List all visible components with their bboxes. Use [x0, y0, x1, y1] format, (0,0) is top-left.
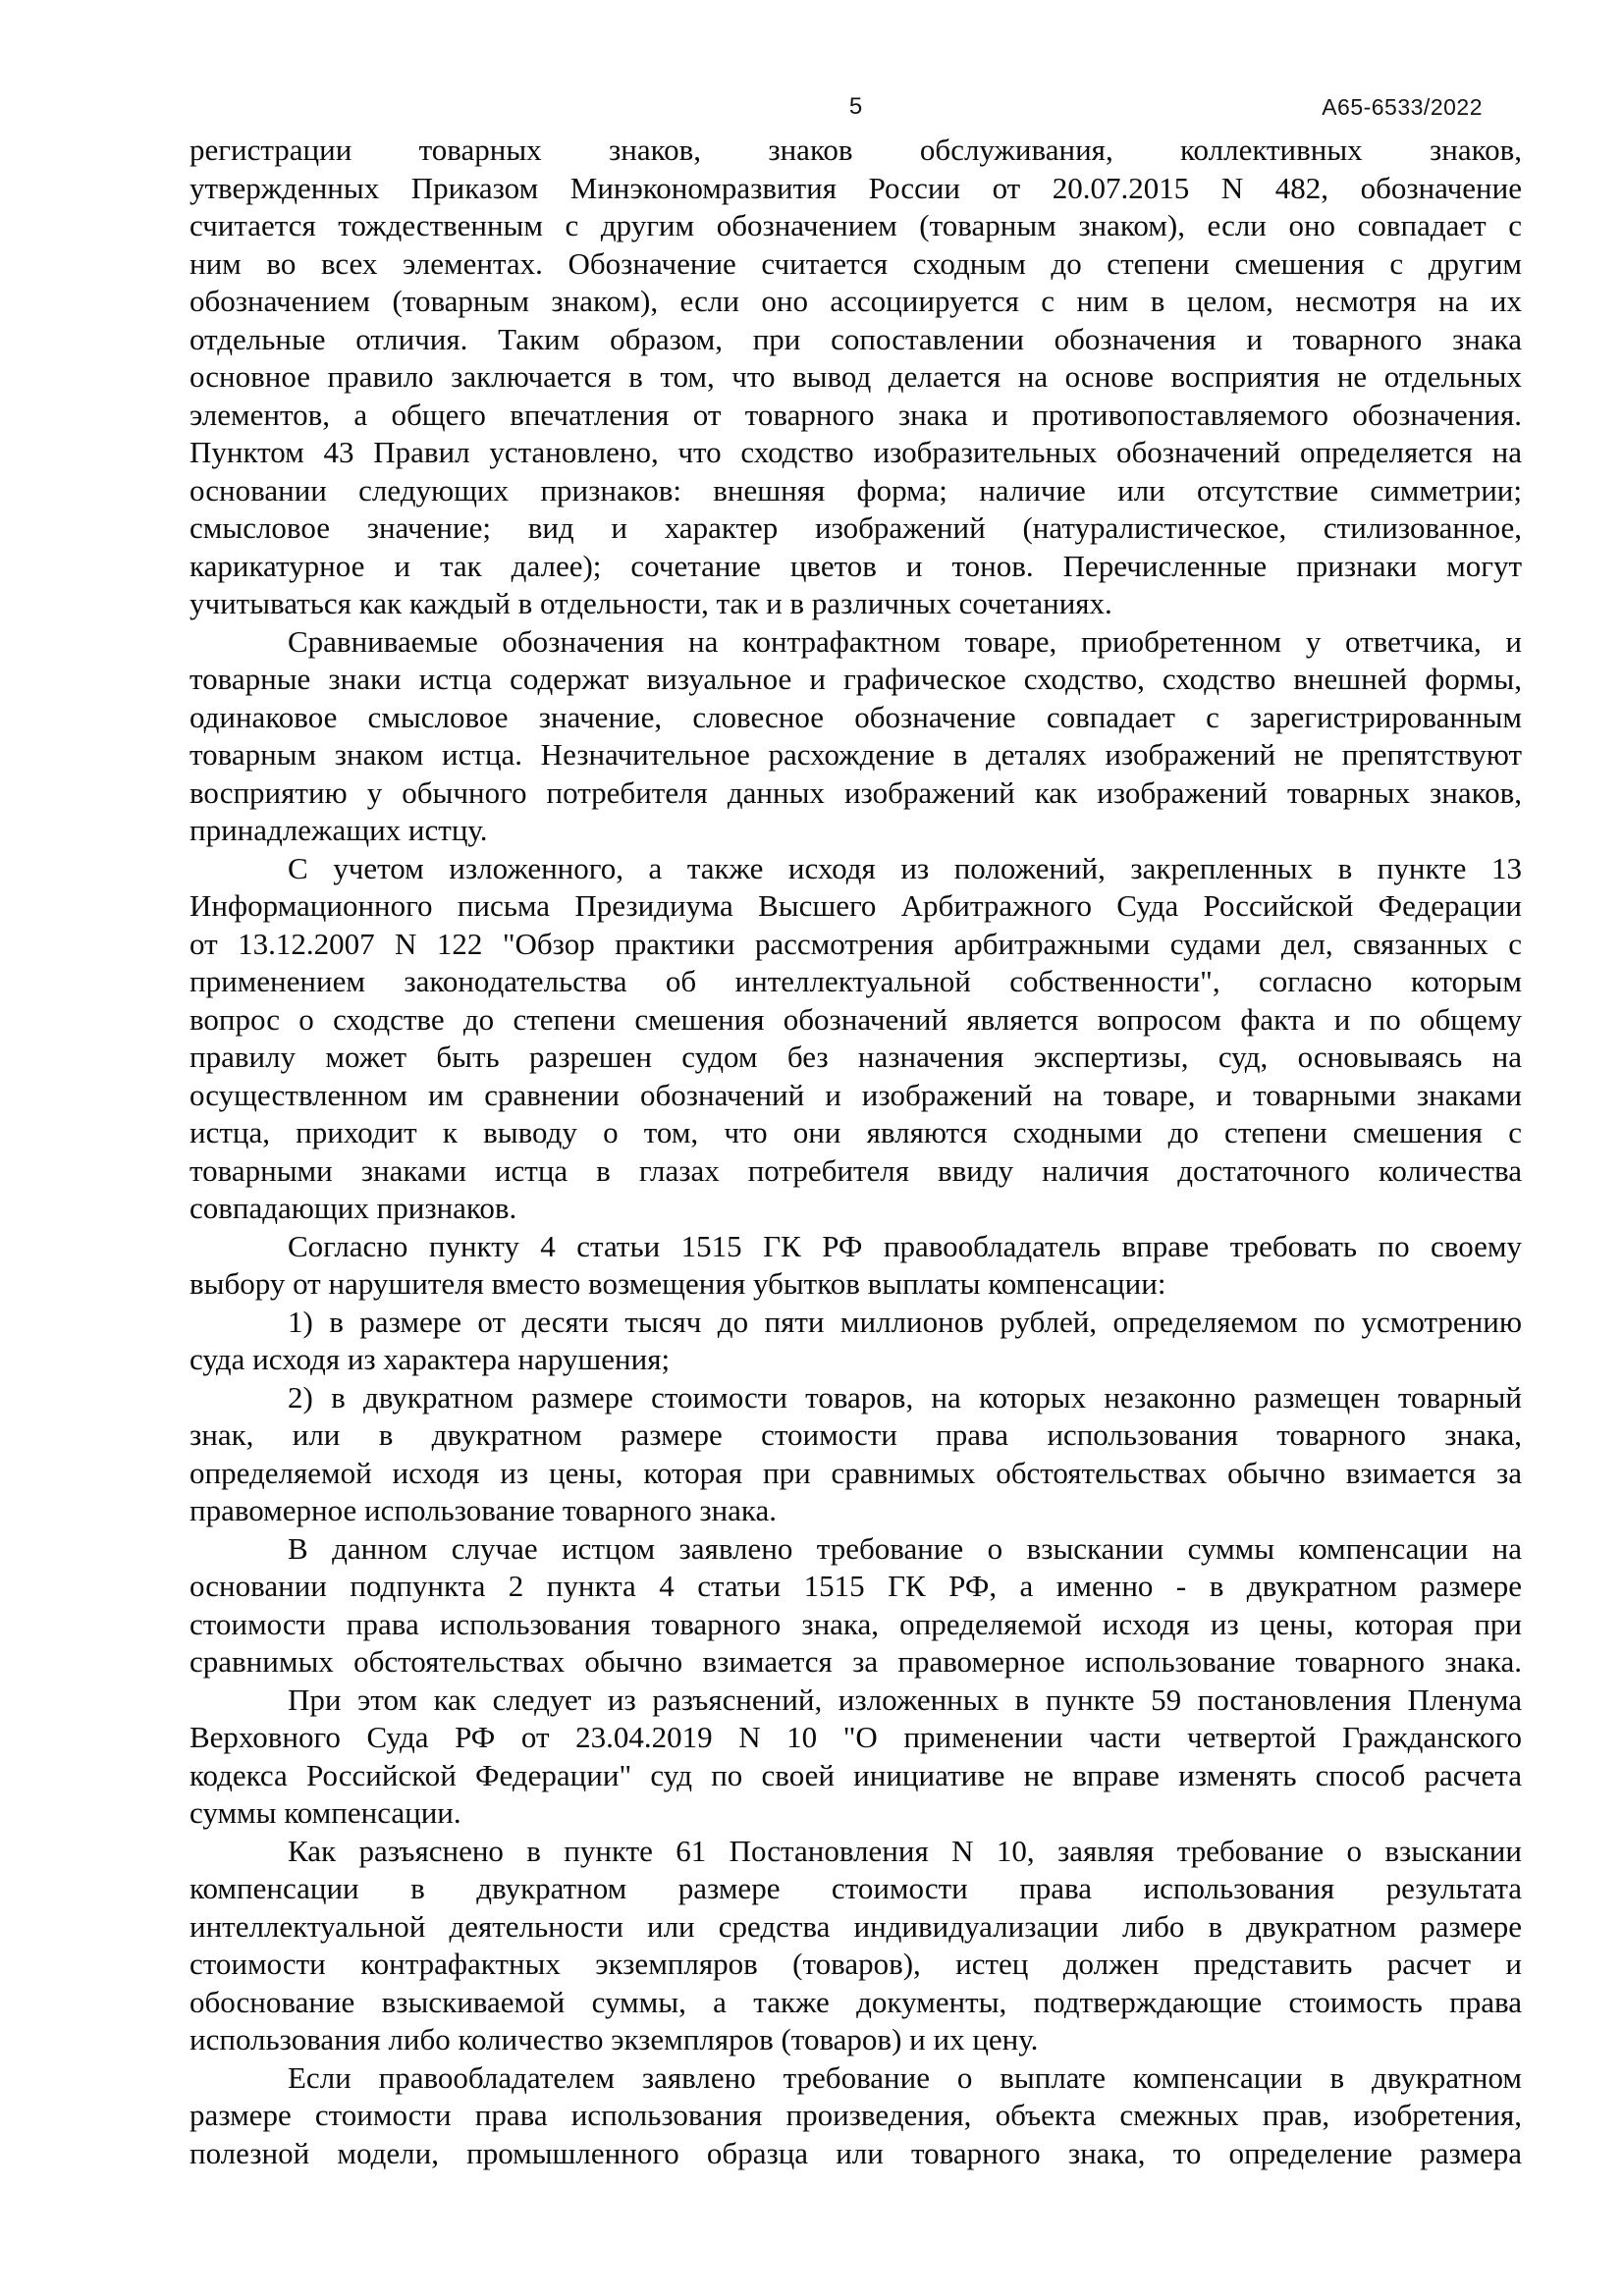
text-line: регистрации товарных знаков, знаков обслуживания, коллективных знаков, [189, 133, 1522, 167]
text-line: одинаковое смысловое значение, словесное обозначение совпадает с зарегистрированным [189, 699, 1522, 734]
text-line: осуществленном им сравнении обозначений и изображений на товаре, и товарными знаками [189, 1077, 1522, 1112]
text-line: Как разъяснено в пункте 61 Постановления N 10, заявляя требование о взыскании [288, 1833, 1522, 1868]
page-header [189, 93, 1522, 127]
document-body [189, 132, 1522, 2172]
text-line: основное правило заключается в том, что вывод делается на основе восприятия не отдельных [189, 359, 1522, 394]
text-line: вопрос о сходстве до степени смешения обозначений является вопросом факта и по общему [189, 1001, 1522, 1037]
text-line: карикатурное и так далее); сочетание цветов и тонов. Перечисленные признаки могут [189, 548, 1522, 583]
text-line: интеллектуальной деятельности или средства индивидуализации либо в двукратном размере [189, 1908, 1522, 1944]
text-line: знак, или в двукратном размере стоимости права использования товарного знака, [189, 1417, 1522, 1452]
text-line: компенсации в двукратном размере стоимости права использования результата [189, 1871, 1522, 1905]
text-line: стоимости права использования товарного знака, определяемой исходя из цены, которая при [189, 1606, 1522, 1641]
text-line: размере стоимости права использования произведения, объекта смежных прав, изобретения, [189, 2098, 1522, 2132]
text-line: основании следующих признаков: внешняя форма; наличие или отсутствие симметрии; [189, 472, 1522, 507]
text-line: суммы компенсации. [189, 1795, 461, 1830]
text-line: полезной модели, промышленного образца или товарного знака, то определение размера [189, 2135, 1522, 2170]
text-line: кодекса Российской Федерации" суд по своей инициативе не вправе изменять способ расчета [189, 1757, 1522, 1792]
text-line: При этом как следует из разъяснений, изложенных в пункте 59 постановления Пленума [288, 1682, 1522, 1717]
text-line: правилу может быть разрешен судом без назначения экспертизы, суд, основываясь на [189, 1040, 1522, 1074]
text-line: ним во всех элементах. Обозначение считается сходным до степени смешения с другим [189, 245, 1522, 281]
text-line: элементов, а общего впечатления от товарного знака и противопоставляемого обозначения. [189, 397, 1522, 432]
text-line: обозначением (товарным знаком), если оно ассоциируется с ним в целом, несмотря на их [189, 284, 1522, 318]
text-line: обоснование взыскиваемой суммы, а также документы, подтверждающие стоимость права [189, 1984, 1522, 2019]
text-line: товарным знаком истца. Незначительное расхождение в деталях изображений не препятствуют [189, 737, 1522, 772]
text-line: Информационного письма Президиума Высшего Арбитражного Суда Российской Федерации [189, 888, 1522, 923]
text-line: В данном случае истцом заявлено требование о взыскании суммы компенсации на [288, 1530, 1522, 1566]
text-line: 2) в двукратном размере стоимости товаров, на которых незаконно размещен товарный [288, 1379, 1522, 1415]
case-number: А65-6533/2022 [1322, 94, 1483, 120]
text-line: от 13.12.2007 N 122 "Обзор практики рассмотрения арбитражными судами дел, связанных с [189, 926, 1522, 961]
text-line: Верховного Суда РФ от 23.04.2019 N 10 "О применении части четвертой Гражданского [189, 1720, 1522, 1754]
text-line: восприятию у обычного потребителя данных изображений как изображений товарных знаков, [189, 774, 1522, 810]
text-line: выбору от нарушителя вместо возмещения убытков выплаты компенсации: [189, 1266, 1166, 1301]
text-line: правомерное использование товарного знака. [189, 1493, 778, 1527]
text-line: Если правообладателем заявлено требование о выплате компенсации в двукратном [288, 2059, 1522, 2095]
text-line: утвержденных Приказом Минэкономразвития России от 20.07.2015 N 482, обозначение [189, 170, 1522, 205]
text-line: Пунктом 43 Правил установлено, что сходство изобразительных обозначений определяется на [189, 435, 1522, 469]
text-line: 1) в размере от десяти тысяч до пяти миллионов рублей, определяемом по усмотрению [288, 1304, 1522, 1339]
text-line: сравнимых обстоятельствах обычно взимается за правомерное использование товарного знака. [189, 1644, 1522, 1679]
text-line: товарные знаки истца содержат визуальное и графическое сходство, сходство внешней формы, [189, 662, 1522, 696]
text-line: Сравниваемые обозначения на контрафактном товаре, приобретенном у ответчика, и [288, 623, 1522, 659]
page-number: 5 [848, 93, 863, 120]
text-line: совпадающих признаков. [189, 1191, 517, 1225]
text-line: Согласно пункту 4 статьи 1515 ГК РФ правообладатель вправе требовать по своему [288, 1228, 1522, 1263]
text-line: считается тождественным с другим обозначением (товарным знаком), если оно совпадает с [189, 208, 1522, 242]
text-line: смысловое значение; вид и характер изображений (натуралистическое, стилизованное, [189, 510, 1522, 545]
text-line: учитываться как каждый в отдельности, так и в различных сочетаниях. [189, 586, 1112, 620]
text-line: использования либо количество экземпляров (товаров) и их цену. [189, 2022, 1039, 2056]
text-line: отдельные отличия. Таким образом, при сопоставлении обозначения и товарного знака [189, 321, 1522, 356]
text-line: применением законодательства об интеллектуальной собственности", согласно которым [189, 964, 1522, 998]
text-line: суда исходя из характера нарушения; [189, 1342, 671, 1376]
text-line: определяемой исходя из цены, которая при сравнимых обстоятельствах обычно взимается за [189, 1455, 1522, 1490]
text-line: истца, приходит к выводу о том, что они являются сходными до степени смешения с [189, 1115, 1522, 1149]
text-line: товарными знаками истца в глазах потребителя ввиду наличия достаточного количества [189, 1152, 1522, 1188]
text-line: стоимости контрафактных экземпляров (товаров), истец должен представить расчет и [189, 1947, 1522, 1981]
text-line: С учетом изложенного, а также исходя из положений, закрепленных в пункте 13 [288, 850, 1522, 885]
text-line: основании подпункта 2 пункта 4 статьи 1515 ГК РФ, а именно - в двукратном размере [189, 1569, 1522, 1603]
text-line: принадлежащих истцу. [189, 813, 488, 847]
